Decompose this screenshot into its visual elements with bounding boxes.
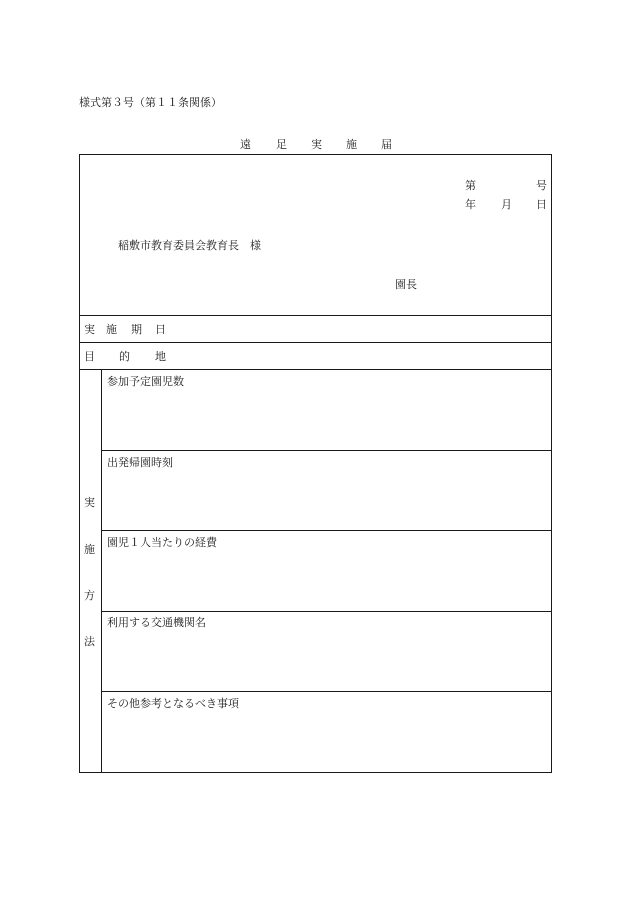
period-label-char: 日 bbox=[155, 323, 166, 336]
destination-label-char: 目 bbox=[84, 350, 95, 363]
method-label-char: 方 bbox=[84, 589, 95, 602]
method-label-char: 施 bbox=[84, 543, 95, 556]
number-prefix: 第 bbox=[465, 179, 476, 192]
period-label-char: 施 bbox=[106, 323, 117, 336]
method-item-times: 出発帰園時刻 bbox=[107, 456, 173, 469]
method-label-char: 実 bbox=[84, 496, 95, 509]
method-item-cost: 園児１人当たりの経費 bbox=[107, 536, 217, 549]
method-item-participants: 参加予定園児数 bbox=[107, 375, 184, 388]
period-label-char: 期 bbox=[131, 323, 142, 336]
destination-label-char: 的 bbox=[119, 350, 130, 363]
title-char: 届 bbox=[381, 138, 392, 151]
destination-label-char: 地 bbox=[155, 350, 166, 363]
method-item-other: その他参考となるべき事項 bbox=[107, 697, 239, 710]
date-day: 日 bbox=[536, 198, 547, 211]
method-item-transport: 利用する交通機関名 bbox=[107, 616, 206, 629]
addressee: 稲敷市教育委員会教育長 様 bbox=[118, 239, 261, 252]
sender-label: 園長 bbox=[395, 278, 417, 291]
title-char: 足 bbox=[276, 138, 287, 151]
period-label-char: 実 bbox=[84, 323, 95, 336]
title-char: 施 bbox=[346, 138, 357, 151]
title-char: 遠 bbox=[240, 138, 251, 151]
title-char: 実 bbox=[311, 138, 322, 151]
date-year: 年 bbox=[465, 198, 476, 211]
form-label: 様式第３号（第１１条関係） bbox=[79, 96, 222, 109]
date-month: 月 bbox=[501, 198, 512, 211]
method-label-char: 法 bbox=[84, 635, 95, 648]
number-suffix: 号 bbox=[536, 179, 547, 192]
